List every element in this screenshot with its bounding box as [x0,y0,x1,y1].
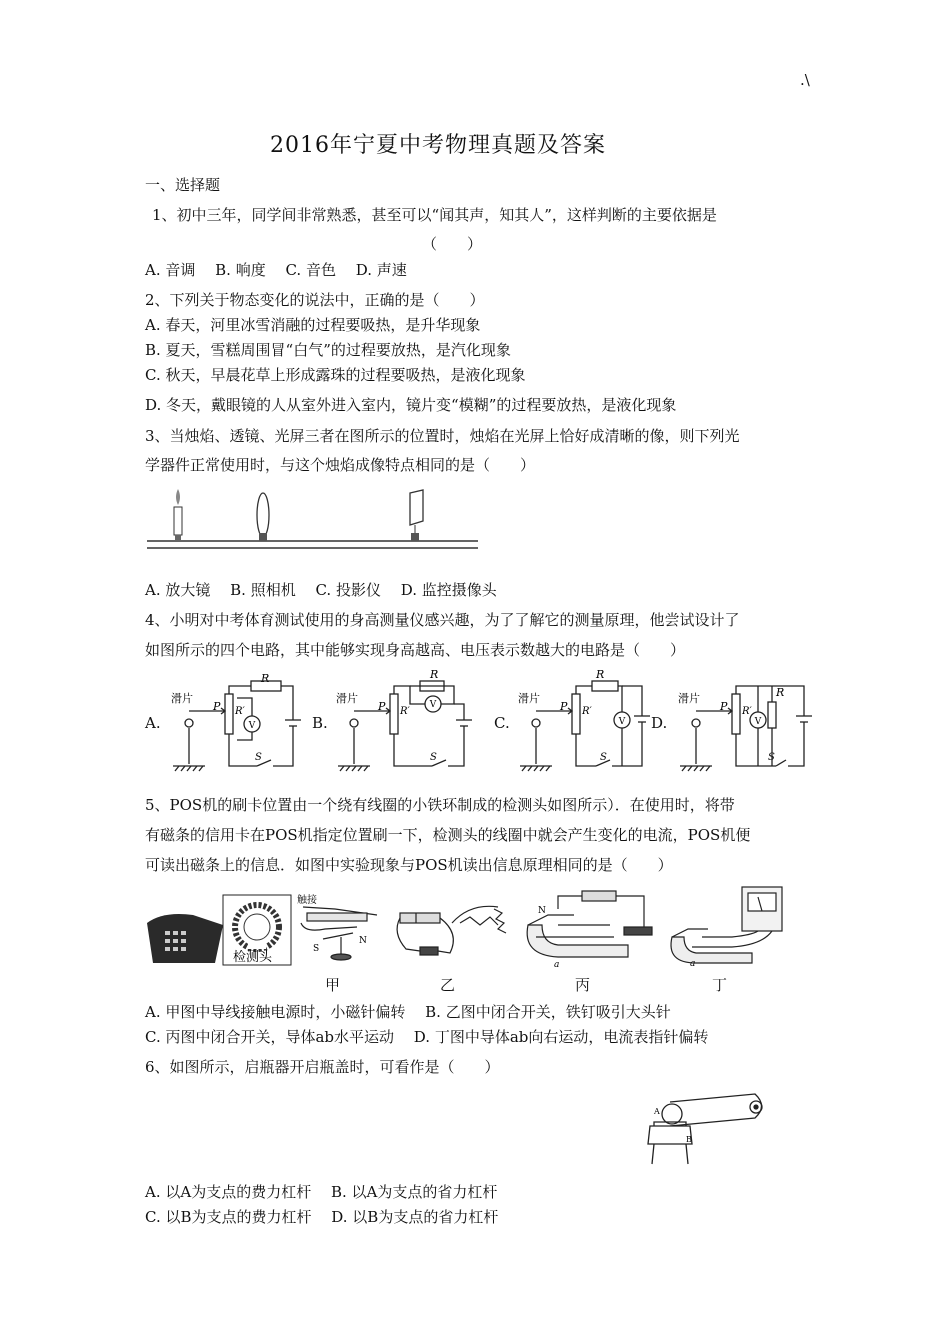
svg-text:P: P [213,700,221,713]
svg-text:R: R [596,668,605,681]
q4-label-c: C. [494,714,510,732]
svg-text:R: R [261,672,270,685]
svg-text:a: a [690,959,696,968]
svg-text:滑片: 滑片 [518,692,540,705]
q6-options-cd: C. 以B为支点的费力杠杆 D. 以B为支点的省力杠杆 [145,1208,499,1226]
svg-text:滑片: 滑片 [678,692,700,705]
svg-text:V: V [429,700,437,710]
svg-text:R′: R′ [235,706,245,717]
svg-text:滑片: 滑片 [336,692,358,705]
q3-line1: 3、当烛焰、透镜、光屏三者在图所示的位置时，烛焰在光屏上恰好成清晰的像，则下列光 [145,427,740,445]
page-title: 2016年宁夏中考物理真题及答案 [270,133,606,158]
screen-icon [410,490,423,541]
q5-line2: 有磁条的信用卡在POS机指定位置刷一下，检测头的线圈中就会产生变化的电流，POS机便 [145,826,751,844]
svg-text:R′: R′ [742,706,752,717]
q4-line2: 如图所示的四个电路，其中能够实现身高越高、电压表示数越大的电路是（ ） [145,641,686,659]
q2-option-c: C. 秋天，早晨花草上形成露珠的过程要吸热，是液化现象 [145,366,526,384]
q3-line2: 学器件正常使用时，与这个烛焰成像特点相同的是（ ） [145,456,536,474]
q4-circuit-b [330,668,472,778]
svg-text:R: R [776,686,785,699]
svg-text:V: V [754,717,762,727]
q5-line3: 可读出磁条上的信息．如图中实验现象与POS机读出信息原理相同的是（ ） [145,856,673,874]
q2-text: 2、下列关于物态变化的说法中，正确的是（ ） [145,291,485,309]
fig-yi-electromagnet [390,893,515,968]
q2-option-a: A. 春天，河里冰雪消融的过程要吸热，是升华现象 [145,316,481,334]
q4-label-d: D. [651,714,668,732]
svg-text:a: a [554,960,560,968]
q6-bottle-opener-figure [640,1088,780,1166]
q4-label-a: A. [145,714,161,732]
svg-text:S: S [600,752,607,763]
svg-text:P: P [378,700,386,713]
q4-line1: 4、小明对中考体育测试使用的身高测量仪感兴趣，为了了解它的测量原理，他尝试设计了 [145,611,740,629]
q5-options-ab: A. 甲图中导线接触电源时，小磁针偏转 B. 乙图中闭合开关，铁钉吸引大头针 [145,1003,671,1021]
fig-jia-oersted [295,893,385,968]
svg-text:A: A [654,1107,660,1116]
svg-text:滑片: 滑片 [171,692,193,705]
svg-text:R′: R′ [400,706,410,717]
fig-label-jia: 甲 [325,976,341,994]
q2-option-b: B. 夏天，雪糕周围冒“白气”的过程要放热，是汽化现象 [145,341,511,359]
svg-text:R: R [430,668,439,681]
fig-ding-generator [662,883,812,968]
q6-options-ab: A. 以A为支点的费力杠杆 B. 以A为支点的省力杠杆 [145,1183,498,1201]
svg-text:V: V [248,721,256,731]
q3-options: A. 放大镜 B. 照相机 C. 投影仪 D. 监控摄像头 [145,581,497,599]
q1-paren: （ ） [422,235,483,253]
svg-text:V: V [618,717,626,727]
q5-line1: 5、POS机的刷卡位置由一个绕有线圈的小铁环制成的检测头如图所示）．在使用时，将带 [145,796,735,814]
q5-options-cd: C. 丙图中闭合开关，导体ab水平运动 D. 丁图中导体ab向右运动，电流表指针偏转 [145,1028,709,1046]
svg-text:N: N [538,906,546,916]
q6-text: 6、如图所示，启瓶器开启瓶盖时，可看作是（ ） [145,1058,500,1076]
svg-text:S: S [430,752,437,763]
pos-detector-figure [143,893,293,968]
q4-circuit-d [672,668,814,778]
svg-text:检测头: 检测头 [233,950,273,965]
q4-circuit-c [512,668,652,778]
section-heading: 一、选择题 [145,176,221,194]
corner-mark: .\ [800,71,810,89]
fig-label-ding: 丁 [712,976,728,994]
q3-optical-bench-figure [145,485,480,560]
q4-label-b: B. [312,714,328,732]
svg-text:P: P [720,700,728,713]
fig-label-bing: 丙 [575,976,591,994]
svg-text:触接: 触接 [297,895,317,906]
q1-text: 1、初中三年，同学间非常熟悉，甚至可以“闻其声，知其人”，这样判断的主要依据是 [152,206,717,224]
svg-text:S: S [255,752,262,763]
svg-text:P: P [560,700,568,713]
svg-text:S: S [313,944,320,954]
q2-option-d: D. 冬天，戴眼镜的人从室外进入室内，镜片变“模糊”的过程要放热，是液化现象 [145,396,677,414]
svg-text:B: B [686,1135,692,1144]
fig-bing-motor [518,885,666,968]
q4-circuit-a [165,668,307,778]
svg-text:S: S [768,752,775,763]
convex-lens-icon [257,493,269,541]
svg-text:R′: R′ [582,706,592,717]
svg-text:N: N [359,936,367,946]
fig-label-yi: 乙 [440,976,456,994]
candle-icon [174,489,182,541]
q1-options: A. 音调 B. 响度 C. 音色 D. 声速 [145,261,407,279]
